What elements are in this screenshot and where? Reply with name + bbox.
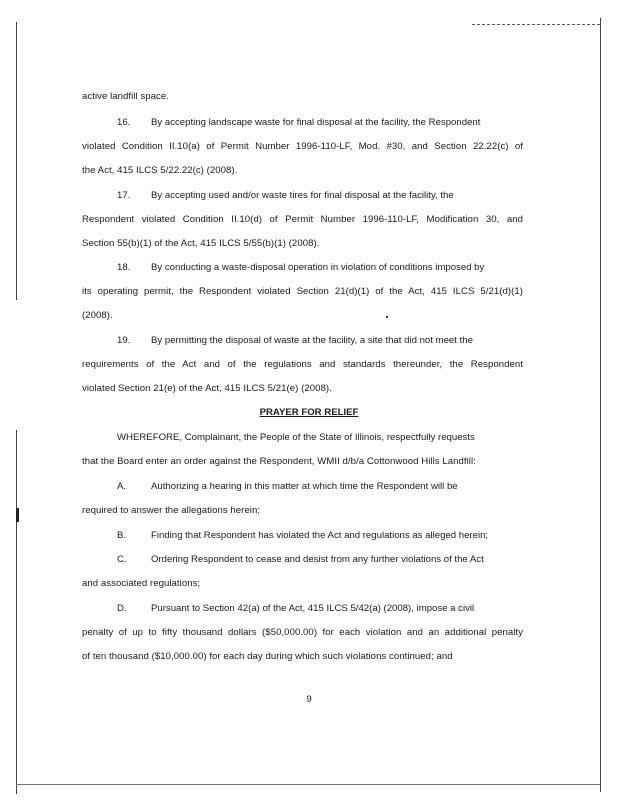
text-line: Finding that Respondent has violated the Act and regulations as alleged herein; (151, 530, 489, 541)
item-letter: A. (117, 481, 127, 492)
paragraph-number: 19. (117, 335, 131, 346)
text-line: penalty of up to fifty thousand dollars ($50,000.00) for each violation and an additional penalty (82, 627, 523, 638)
text-line: violated Condition II.10(a) of Permit Number 1996-110-LF, Mod. #30, and Section 22.22(c) of (82, 141, 523, 152)
paragraph-number: 18. (117, 262, 131, 273)
text-line: (2008). (82, 310, 113, 321)
scan-speck (386, 316, 388, 318)
text-line: Authorizing a hearing in this matter at which time the Respondent will be (151, 481, 458, 492)
text-line: Section 55(b)(1) of the Act, 415 ILCS 5/55(b)(1) (2008). (82, 238, 320, 249)
text-line: active landfill space. (82, 91, 169, 102)
text-line: Respondent violated Condition II.10(d) of Permit Number 1996-110-LF, Modification 30, and (82, 214, 523, 225)
text-line: WHEREFORE, Complainant, the People of the State of Illinois, respectfully requests (117, 432, 475, 443)
item-letter: C. (117, 554, 127, 565)
scan-edge-bottom (16, 784, 600, 785)
text-line: By permitting the disposal of waste at the facility, a site that did not meet the (151, 335, 473, 346)
text-line: of ten thousand ($10,000.00) for each day during which such violations continued; and (82, 651, 453, 662)
text-line: By conducting a waste-disposal operation in violation of conditions imposed by (151, 262, 485, 273)
page-number: 9 (306, 694, 312, 705)
text-line: requirements of the Act and of the regulations and standards thereunder, the Respondent (82, 359, 523, 370)
text-line: that the Board enter an order against the Respondent, WMII d/b/a Cottonwood Hills Landfill: (82, 456, 476, 467)
scan-edge-top (472, 24, 600, 25)
text-line: the Act, 415 ILCS 5/22.22(c) (2008). (82, 165, 238, 176)
paragraph-number: 17. (117, 190, 131, 201)
section-heading: PRAYER FOR RELIEF (259, 407, 359, 418)
text-line: required to answer the allegations herein; (82, 505, 261, 516)
paragraph-number: 16. (117, 117, 131, 128)
text-line: By accepting used and/or waste tires for final disposal at the facility, the (151, 190, 454, 201)
text-line: its operating permit, the Respondent violated Section 21(d)(1) of the Act, 415 ILCS 5/21(d)(1) (82, 286, 523, 297)
text-line: and associated regulations; (82, 578, 201, 589)
text-line: violated Section 21(e) of the Act, 415 ILCS 5/21(e) (2008). (82, 383, 332, 394)
text-line: By accepting landscape waste for final disposal at the facility, the Respondent (151, 117, 481, 128)
scan-edge-right (600, 18, 601, 792)
scan-mark (16, 508, 19, 522)
text-line: Pursuant to Section 42(a) of the Act, 415 ILCS 5/42(a) (2008), impose a civil (151, 603, 475, 614)
item-letter: D. (117, 603, 127, 614)
text-line: Ordering Respondent to cease and desist from any further violations of the Act (151, 554, 484, 565)
item-letter: B. (117, 530, 127, 541)
